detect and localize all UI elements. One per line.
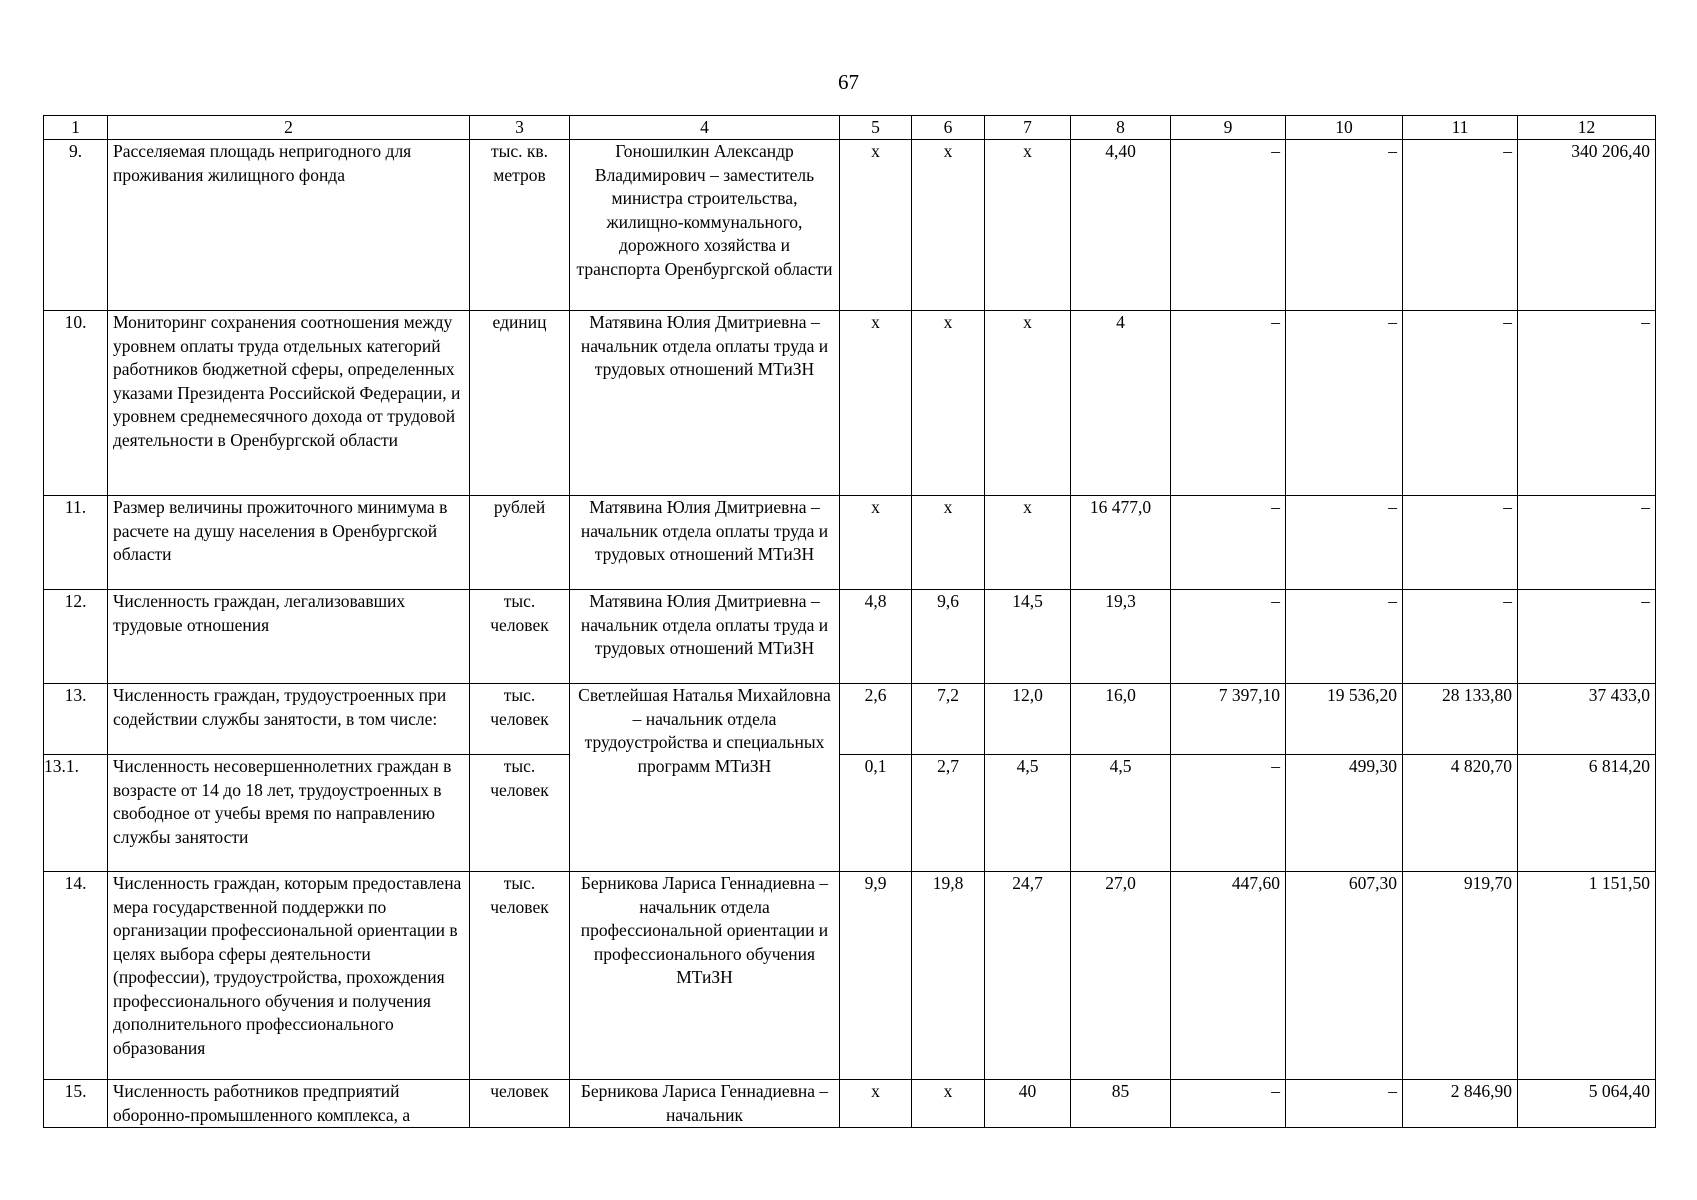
value-col6: х bbox=[912, 496, 985, 590]
value-col9: 7 397,10 bbox=[1171, 684, 1286, 755]
value-col12: 340 206,40 bbox=[1518, 140, 1656, 311]
value-col7: 40 bbox=[985, 1080, 1071, 1128]
value-col5: 4,8 bbox=[840, 590, 912, 684]
value-col10: 19 536,20 bbox=[1286, 684, 1403, 755]
value-col10: – bbox=[1286, 140, 1403, 311]
value-col12: – bbox=[1518, 590, 1656, 684]
value-col12: 5 064,40 bbox=[1518, 1080, 1656, 1128]
header-cell: 1 bbox=[44, 116, 108, 140]
header-cell: 12 bbox=[1518, 116, 1656, 140]
value-col7: х bbox=[985, 496, 1071, 590]
value-col10: – bbox=[1286, 496, 1403, 590]
value-col9: – bbox=[1171, 496, 1286, 590]
value-col5: 0,1 bbox=[840, 755, 912, 872]
table-row bbox=[44, 311, 1656, 496]
indicator-name: Численность граждан, трудоустроенных при содействии службы занятости, в том числе: bbox=[108, 684, 470, 755]
value-col9: – bbox=[1171, 140, 1286, 311]
row-number: 12. bbox=[44, 590, 108, 684]
value-col6: х bbox=[912, 140, 985, 311]
value-col5: 9,9 bbox=[840, 872, 912, 1080]
value-col8: 4,5 bbox=[1071, 755, 1171, 872]
table-row bbox=[44, 590, 1656, 684]
unit: тыс. человек bbox=[470, 872, 570, 1080]
value-col11: 4 820,70 bbox=[1403, 755, 1518, 872]
indicator-name: Численность работников предприятий оборонно-промышленного комплекса, а bbox=[108, 1080, 470, 1128]
unit: человек bbox=[470, 1080, 570, 1128]
value-col12: – bbox=[1518, 311, 1656, 496]
value-col7: 4,5 bbox=[985, 755, 1071, 872]
responsible-person: Берникова Лариса Геннадиевна – начальник bbox=[570, 1080, 840, 1128]
value-col10: 607,30 bbox=[1286, 872, 1403, 1080]
header-cell: 4 bbox=[570, 116, 840, 140]
header-cell: 11 bbox=[1403, 116, 1518, 140]
value-col6: 9,6 bbox=[912, 590, 985, 684]
value-col7: х bbox=[985, 311, 1071, 496]
value-col11: – bbox=[1403, 590, 1518, 684]
value-col5: х bbox=[840, 496, 912, 590]
table-row bbox=[44, 140, 1656, 311]
value-col8: 16 477,0 bbox=[1071, 496, 1171, 590]
row-number: 10. bbox=[44, 311, 108, 496]
value-col6: х bbox=[912, 311, 985, 496]
header-cell: 9 bbox=[1171, 116, 1286, 140]
value-col5: х bbox=[840, 311, 912, 496]
unit: тыс. кв. метров bbox=[470, 140, 570, 311]
responsible-person: Матявина Юлия Дмитриевна – начальник отдела оплаты труда и трудовых отношений МТиЗН bbox=[570, 496, 840, 590]
row-number: 13. bbox=[44, 684, 108, 755]
value-col9: – bbox=[1171, 311, 1286, 496]
value-col9: – bbox=[1171, 1080, 1286, 1128]
responsible-person: Берникова Лариса Геннадиевна – начальник отдела профессиональной ориентации и профессионального обучения МТиЗН bbox=[570, 872, 840, 1080]
value-col10: – bbox=[1286, 311, 1403, 496]
value-col7: 12,0 bbox=[985, 684, 1071, 755]
table-row bbox=[44, 755, 1656, 872]
header-cell: 8 bbox=[1071, 116, 1171, 140]
responsible-person: Светлейшая Наталья Михайловна – начальник отдела трудоустройства и специальных программ МТиЗН bbox=[570, 684, 840, 872]
responsible-person: Матявина Юлия Дмитриевна – начальник отдела оплаты труда и трудовых отношений МТиЗН bbox=[570, 590, 840, 684]
value-col7: х bbox=[985, 140, 1071, 311]
unit: тыс. человек bbox=[470, 590, 570, 684]
row-number: 15. bbox=[44, 1080, 108, 1128]
value-col11: 28 133,80 bbox=[1403, 684, 1518, 755]
value-col12: – bbox=[1518, 496, 1656, 590]
responsible-person: Матявина Юлия Дмитриевна – начальник отдела оплаты труда и трудовых отношений МТиЗН bbox=[570, 311, 840, 496]
table-row bbox=[44, 684, 1656, 755]
value-col11: – bbox=[1403, 140, 1518, 311]
value-col11: – bbox=[1403, 311, 1518, 496]
table-row bbox=[44, 872, 1656, 1080]
header-cell: 3 bbox=[470, 116, 570, 140]
value-col6: 7,2 bbox=[912, 684, 985, 755]
value-col8: 16,0 bbox=[1071, 684, 1171, 755]
indicator-name: Численность граждан, которым предоставлена мера государственной поддержки по организации профессиональной ориентации в целях выбора сферы деятельности (профессии), трудоустройства, прохождения профессионального обучения и получения дополнительного профессионального образования bbox=[108, 872, 470, 1080]
unit: тыс. человек bbox=[470, 684, 570, 755]
responsible-person: Гоношилкин Александр Владимирович – заместитель министра строительства, жилищно-коммунального, дорожного хозяйства и транспорта Оренбургской области bbox=[570, 140, 840, 311]
header-cell: 10 bbox=[1286, 116, 1403, 140]
value-col8: 27,0 bbox=[1071, 872, 1171, 1080]
value-col8: 85 bbox=[1071, 1080, 1171, 1128]
indicator-name: Расселяемая площадь непригодного для проживания жилищного фонда bbox=[108, 140, 470, 311]
value-col10: 499,30 bbox=[1286, 755, 1403, 872]
value-col8: 19,3 bbox=[1071, 590, 1171, 684]
indicator-name: Размер величины прожиточного минимума в расчете на душу населения в Оренбургской области bbox=[108, 496, 470, 590]
value-col8: 4 bbox=[1071, 311, 1171, 496]
value-col6: 19,8 bbox=[912, 872, 985, 1080]
value-col11: – bbox=[1403, 496, 1518, 590]
value-col7: 24,7 bbox=[985, 872, 1071, 1080]
value-col10: – bbox=[1286, 590, 1403, 684]
page-number: 67 bbox=[838, 70, 859, 94]
indicators-table bbox=[43, 115, 1656, 1128]
value-col9: 447,60 bbox=[1171, 872, 1286, 1080]
value-col10: – bbox=[1286, 1080, 1403, 1128]
value-col7: 14,5 bbox=[985, 590, 1071, 684]
value-col12: 37 433,0 bbox=[1518, 684, 1656, 755]
table-row bbox=[44, 496, 1656, 590]
row-number: 9. bbox=[44, 140, 108, 311]
unit: рублей bbox=[470, 496, 570, 590]
value-col12: 1 151,50 bbox=[1518, 872, 1656, 1080]
indicator-name: Численность несовершеннолетних граждан в возрасте от 14 до 18 лет, трудоустроенных в свободное от учебы время по направлению службы занятости bbox=[108, 755, 470, 872]
value-col5: х bbox=[840, 1080, 912, 1128]
row-number: 14. bbox=[44, 872, 108, 1080]
row-number: 11. bbox=[44, 496, 108, 590]
header-cell: 2 bbox=[108, 116, 470, 140]
header-cell: 6 bbox=[912, 116, 985, 140]
value-col5: х bbox=[840, 140, 912, 311]
value-col9: – bbox=[1171, 755, 1286, 872]
value-col12: 6 814,20 bbox=[1518, 755, 1656, 872]
value-col6: 2,7 bbox=[912, 755, 985, 872]
header-cell: 5 bbox=[840, 116, 912, 140]
header-cell: 7 bbox=[985, 116, 1071, 140]
unit: единиц bbox=[470, 311, 570, 496]
value-col9: – bbox=[1171, 590, 1286, 684]
unit: тыс. человек bbox=[470, 755, 570, 872]
value-col5: 2,6 bbox=[840, 684, 912, 755]
row-number: 13.1. bbox=[44, 755, 108, 872]
indicator-name: Мониторинг сохранения соотношения между уровнем оплаты труда отдельных категорий работников бюджетной сферы, определенных указами Президента Российской Федерации, и уровнем среднемесячного дохода от трудовой деятельности в Оренбургской области bbox=[108, 311, 470, 496]
table-header-row bbox=[44, 116, 1656, 140]
value-col11: 2 846,90 bbox=[1403, 1080, 1518, 1128]
value-col11: 919,70 bbox=[1403, 872, 1518, 1080]
table-row bbox=[44, 1080, 1656, 1128]
value-col6: х bbox=[912, 1080, 985, 1128]
value-col8: 4,40 bbox=[1071, 140, 1171, 311]
indicator-name: Численность граждан, легализовавших трудовые отношения bbox=[108, 590, 470, 684]
